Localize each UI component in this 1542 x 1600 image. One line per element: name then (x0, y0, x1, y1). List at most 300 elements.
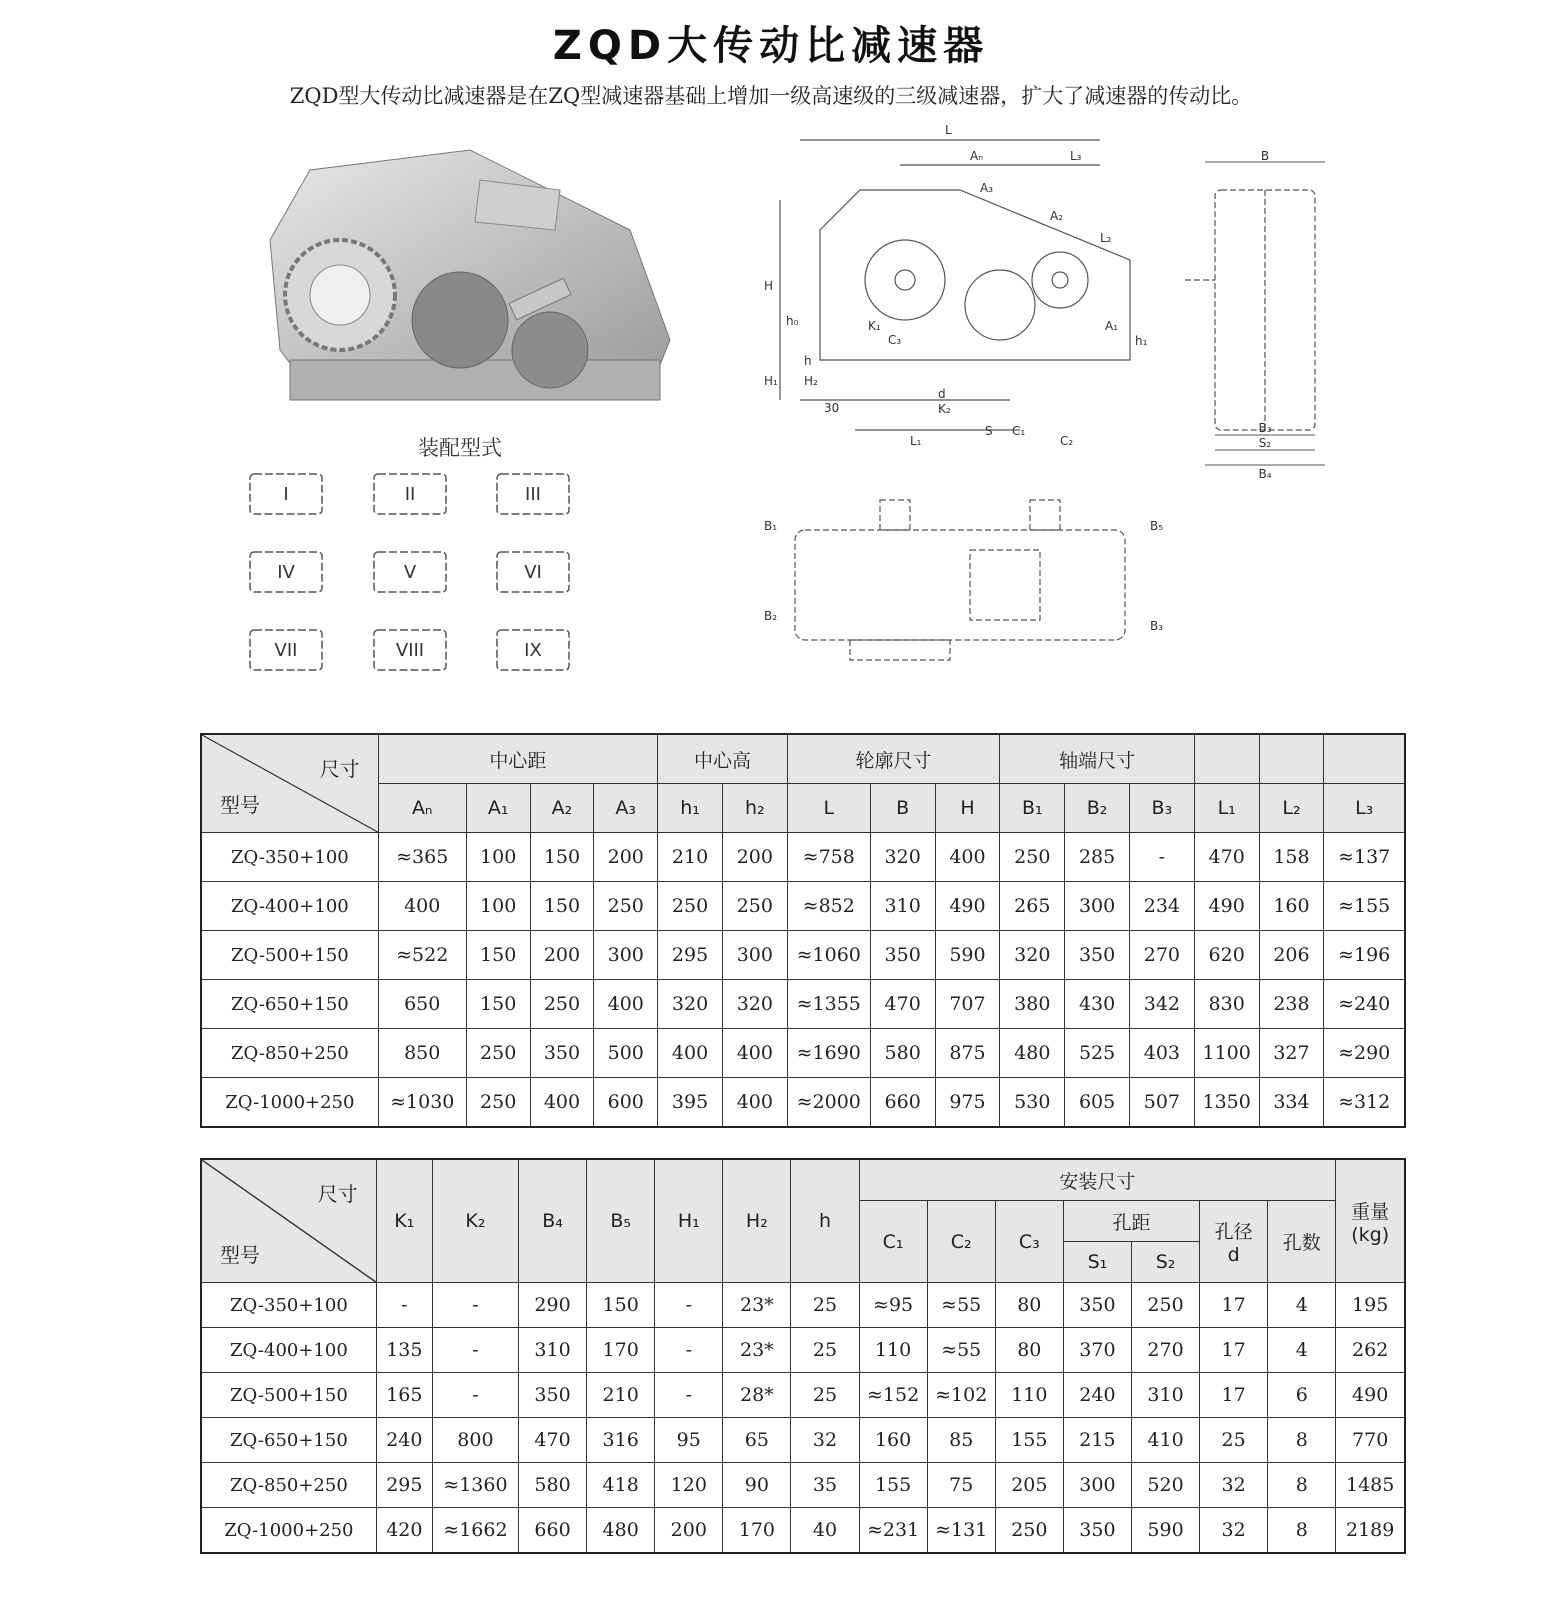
value-cell: 32 (1200, 1508, 1268, 1554)
value-cell: 250 (722, 882, 787, 931)
table-row (201, 1373, 1405, 1418)
label-L1: L₁ (910, 434, 922, 448)
value-cell: ≈55 (927, 1328, 995, 1373)
value-cell: 110 (995, 1373, 1063, 1418)
label-L2: L₂ (1100, 231, 1112, 245)
value-cell: 480 (1000, 1029, 1065, 1078)
group-blank-1 (1194, 734, 1259, 784)
value-cell: 100 (466, 882, 530, 931)
label-H: H (764, 279, 774, 293)
value-cell: 90 (723, 1463, 791, 1508)
assembly-type-4: IV (277, 562, 295, 583)
value-cell: 380 (1000, 980, 1065, 1029)
value-cell: 370 (1063, 1328, 1131, 1373)
label-S: S (985, 424, 993, 438)
value-cell: 206 (1259, 931, 1324, 980)
label-H1: H₁ (764, 374, 778, 388)
col-B4: B₄ (519, 1159, 587, 1283)
value-cell: 150 (466, 931, 530, 980)
value-cell: 238 (1259, 980, 1324, 1029)
value-cell: ≈231 (859, 1508, 927, 1554)
value-cell: 350 (530, 1029, 594, 1078)
value-cell: 600 (594, 1078, 658, 1128)
value-cell: 23* (723, 1328, 791, 1373)
value-cell: 250 (466, 1078, 530, 1128)
group-center-height: 中心高 (658, 734, 788, 784)
value-cell: 234 (1129, 882, 1194, 931)
table1-col-header: A₂ (530, 784, 594, 833)
col-hole-count: 孔数 (1268, 1201, 1336, 1283)
value-cell: 334 (1259, 1078, 1324, 1128)
table1-col-header: L (787, 784, 870, 833)
value-cell: - (432, 1328, 518, 1373)
value-cell: 25 (791, 1373, 859, 1418)
value-cell: 17 (1200, 1373, 1268, 1418)
table2-corner-model: 型号 (220, 1243, 260, 1267)
value-cell: 200 (594, 833, 658, 882)
table1-col-header: B₃ (1129, 784, 1194, 833)
value-cell: ≈758 (787, 833, 870, 882)
value-cell: 300 (722, 931, 787, 980)
model-cell: ZQ-1000+250 (201, 1078, 378, 1128)
value-cell: 875 (935, 1029, 1000, 1078)
value-cell: 150 (530, 882, 594, 931)
value-cell: 525 (1065, 1029, 1130, 1078)
label-B: B (1260, 150, 1270, 163)
value-cell: 580 (519, 1463, 587, 1508)
label-B3-top: B₃ (1150, 619, 1164, 633)
table-row (201, 882, 1405, 931)
label-An: Aₙ (970, 149, 983, 163)
col-hole-diameter-label: 孔径 (1214, 1221, 1253, 1243)
model-cell: ZQ-850+250 (201, 1463, 376, 1508)
label-d: d (938, 387, 946, 401)
table1-col-header: B₁ (1000, 784, 1065, 833)
value-cell: ≈852 (787, 882, 870, 931)
value-cell: 403 (1129, 1029, 1194, 1078)
value-cell: 200 (530, 931, 594, 980)
value-cell: 770 (1336, 1418, 1405, 1463)
page-title: ZQD大传动比减速器 (552, 23, 990, 69)
value-cell: 310 (1131, 1373, 1199, 1418)
value-cell: 40 (791, 1508, 859, 1554)
label-C1: C₁ (1012, 424, 1026, 438)
value-cell: 270 (1129, 931, 1194, 980)
value-cell: 707 (935, 980, 1000, 1029)
value-cell: 590 (935, 931, 1000, 980)
value-cell: 1485 (1336, 1463, 1405, 1508)
table1-col-header: L₃ (1324, 784, 1405, 833)
label-B4: B₄ (1258, 467, 1272, 480)
value-cell: 32 (1200, 1463, 1268, 1508)
col-S2: S₂ (1131, 1242, 1199, 1283)
table2-corner (201, 1159, 376, 1283)
col-H2: H₂ (723, 1159, 791, 1283)
table-row (201, 931, 1405, 980)
model-cell: ZQ-650+150 (201, 980, 378, 1029)
value-cell: 530 (1000, 1078, 1065, 1128)
value-cell: 270 (1131, 1328, 1199, 1373)
group-center-distance: 中心距 (378, 734, 657, 784)
value-cell: ≈365 (378, 833, 466, 882)
group-outline-size: 轮廓尺寸 (787, 734, 1000, 784)
value-cell: 490 (1336, 1373, 1405, 1418)
value-cell: 150 (530, 833, 594, 882)
value-cell: 400 (378, 882, 466, 931)
value-cell: ≈155 (1324, 882, 1405, 931)
value-cell: 975 (935, 1078, 1000, 1128)
value-cell: 660 (870, 1078, 935, 1128)
value-cell: ≈131 (927, 1508, 995, 1554)
assembly-caption: 装配型式 (418, 436, 502, 460)
value-cell: 250 (995, 1508, 1063, 1554)
value-cell: - (376, 1283, 432, 1328)
value-cell: 300 (594, 931, 658, 980)
value-cell: 350 (1063, 1508, 1131, 1554)
value-cell: 470 (870, 980, 935, 1029)
value-cell: ≈290 (1324, 1029, 1405, 1078)
value-cell: 8 (1268, 1418, 1336, 1463)
value-cell: 200 (722, 833, 787, 882)
value-cell: 507 (1129, 1078, 1194, 1128)
value-cell: 580 (870, 1029, 935, 1078)
value-cell: 170 (723, 1508, 791, 1554)
value-cell: - (655, 1328, 723, 1373)
assembly-type-5: V (403, 562, 417, 583)
value-cell: 418 (587, 1463, 655, 1508)
value-cell: 155 (859, 1463, 927, 1508)
assembly-type-7: VII (274, 640, 298, 661)
value-cell: 295 (658, 931, 723, 980)
value-cell: 135 (376, 1328, 432, 1373)
value-cell: ≈240 (1324, 980, 1405, 1029)
value-cell: 2189 (1336, 1508, 1405, 1554)
value-cell: 100 (466, 833, 530, 882)
table1-col-header: B (870, 784, 935, 833)
dimensions-table-1 (200, 733, 1406, 1128)
table1-col-header: B₂ (1065, 784, 1130, 833)
table-row (201, 1508, 1405, 1554)
value-cell: 65 (723, 1418, 791, 1463)
value-cell: 6 (1268, 1373, 1336, 1418)
value-cell: 300 (1065, 882, 1130, 931)
value-cell: 240 (376, 1418, 432, 1463)
value-cell: 150 (587, 1283, 655, 1328)
table1-col-header: L₂ (1259, 784, 1324, 833)
value-cell: 195 (1336, 1283, 1405, 1328)
value-cell: 605 (1065, 1078, 1130, 1128)
front-view-drawing (760, 120, 1180, 470)
col-K1: K₁ (376, 1159, 432, 1283)
value-cell: 500 (594, 1029, 658, 1078)
value-cell: 400 (935, 833, 1000, 882)
value-cell: 830 (1194, 980, 1259, 1029)
value-cell: 400 (658, 1029, 723, 1078)
value-cell: 170 (587, 1328, 655, 1373)
value-cell: ≈196 (1324, 931, 1405, 980)
page-subtitle: ZQD型大传动比减速器是在ZQ型减速器基础上增加一级高速级的三级减速器，扩大了减速器的传动比。 (289, 84, 1253, 108)
table-row (201, 1283, 1405, 1328)
label-A3: A₃ (980, 181, 994, 195)
value-cell: 310 (519, 1328, 587, 1373)
value-cell: 160 (859, 1418, 927, 1463)
value-cell: 25 (791, 1283, 859, 1328)
value-cell: 165 (376, 1373, 432, 1418)
value-cell: 850 (378, 1029, 466, 1078)
value-cell: 1100 (1194, 1029, 1259, 1078)
label-B5-top: B₅ (1150, 519, 1164, 533)
value-cell: 85 (927, 1418, 995, 1463)
value-cell: ≈95 (859, 1283, 927, 1328)
value-cell: 120 (655, 1463, 723, 1508)
reducer-photo (250, 130, 690, 430)
value-cell: 95 (655, 1418, 723, 1463)
value-cell: 395 (658, 1078, 723, 1128)
table-row (201, 1418, 1405, 1463)
table1-corner-dim: 尺寸 (319, 757, 360, 781)
value-cell: 350 (1065, 931, 1130, 980)
table1-corner (201, 734, 378, 833)
value-cell: 470 (1194, 833, 1259, 882)
value-cell: 4 (1268, 1328, 1336, 1373)
table-row (201, 1078, 1405, 1128)
group-install-size: 安装尺寸 (859, 1159, 1336, 1201)
table1-col-header: Aₙ (378, 784, 466, 833)
value-cell: 155 (995, 1418, 1063, 1463)
value-cell: ≈137 (1324, 833, 1405, 882)
assembly-type-9: IX (524, 640, 542, 661)
value-cell: 400 (594, 980, 658, 1029)
label-B1-top: B₁ (764, 519, 778, 533)
value-cell: 320 (658, 980, 723, 1029)
value-cell: ≈1030 (378, 1078, 466, 1128)
label-h0: h₀ (786, 314, 799, 328)
label-h1: h₁ (1135, 334, 1148, 348)
value-cell: 316 (587, 1418, 655, 1463)
label-C3: C₃ (888, 333, 902, 347)
model-cell: ZQ-1000+250 (201, 1508, 376, 1554)
table1-col-header: L₁ (1194, 784, 1259, 833)
value-cell: 32 (791, 1418, 859, 1463)
value-cell: 1350 (1194, 1078, 1259, 1128)
value-cell: ≈522 (378, 931, 466, 980)
col-H1: H₁ (655, 1159, 723, 1283)
value-cell: 262 (1336, 1328, 1405, 1373)
value-cell: 8 (1268, 1463, 1336, 1508)
col-weight-unit: (kg) (1351, 1223, 1390, 1246)
value-cell: ≈1060 (787, 931, 870, 980)
table-row (201, 833, 1405, 882)
value-cell: ≈1355 (787, 980, 870, 1029)
assembly-type-8: VIII (395, 640, 425, 661)
value-cell: 400 (722, 1029, 787, 1078)
value-cell: 400 (530, 1078, 594, 1128)
value-cell: 210 (587, 1373, 655, 1418)
col-C2: C₂ (927, 1201, 995, 1283)
label-A2: A₂ (1050, 209, 1064, 223)
value-cell: - (655, 1373, 723, 1418)
label-h: h (804, 354, 812, 368)
assembly-types-grid (242, 468, 592, 698)
value-cell: 17 (1200, 1328, 1268, 1373)
value-cell: ≈1662 (432, 1508, 518, 1554)
model-cell: ZQ-650+150 (201, 1418, 376, 1463)
value-cell: - (432, 1373, 518, 1418)
value-cell: 25 (791, 1328, 859, 1373)
group-hole-spacing: 孔距 (1063, 1201, 1199, 1242)
value-cell: 80 (995, 1283, 1063, 1328)
value-cell: 25 (1200, 1418, 1268, 1463)
value-cell: 240 (1063, 1373, 1131, 1418)
label-H2: H₂ (804, 374, 818, 388)
table-row (201, 1463, 1405, 1508)
value-cell: ≈102 (927, 1373, 995, 1418)
value-cell: 410 (1131, 1418, 1199, 1463)
value-cell: 35 (791, 1463, 859, 1508)
assembly-type-3: III (525, 484, 541, 505)
value-cell: 420 (376, 1508, 432, 1554)
value-cell: ≈152 (859, 1373, 927, 1418)
value-cell: - (1129, 833, 1194, 882)
value-cell: 250 (466, 1029, 530, 1078)
label-K1: K₁ (868, 319, 881, 333)
value-cell: 320 (1000, 931, 1065, 980)
value-cell: 28* (723, 1373, 791, 1418)
value-cell: 320 (722, 980, 787, 1029)
assembly-type-2: II (404, 484, 416, 505)
value-cell: 250 (1131, 1283, 1199, 1328)
value-cell: 17 (1200, 1283, 1268, 1328)
value-cell: ≈1690 (787, 1029, 870, 1078)
value-cell: 215 (1063, 1418, 1131, 1463)
group-blank-3 (1324, 734, 1405, 784)
model-cell: ZQ-500+150 (201, 931, 378, 980)
model-cell: ZQ-500+150 (201, 1373, 376, 1418)
col-B5: B₅ (587, 1159, 655, 1283)
value-cell: 158 (1259, 833, 1324, 882)
col-h: h (791, 1159, 859, 1283)
value-cell: 205 (995, 1463, 1063, 1508)
value-cell: 265 (1000, 882, 1065, 931)
value-cell: 490 (935, 882, 1000, 931)
top-view-drawing (760, 490, 1170, 690)
value-cell: 800 (432, 1418, 518, 1463)
value-cell: 250 (530, 980, 594, 1029)
value-cell: 23* (723, 1283, 791, 1328)
label-S2: S₂ (1258, 436, 1272, 450)
value-cell: 150 (466, 980, 530, 1029)
value-cell: 470 (519, 1418, 587, 1463)
value-cell: 75 (927, 1463, 995, 1508)
label-L3: L₃ (1070, 149, 1082, 163)
col-hole-diameter-symbol: d (1227, 1244, 1240, 1266)
model-cell: ZQ-400+100 (201, 882, 378, 931)
label-A1: A₁ (1105, 319, 1119, 333)
value-cell: 650 (378, 980, 466, 1029)
value-cell: 430 (1065, 980, 1130, 1029)
table1-corner-model: 型号 (220, 793, 260, 817)
value-cell: 285 (1065, 833, 1130, 882)
value-cell: 342 (1129, 980, 1194, 1029)
value-cell: 8 (1268, 1508, 1336, 1554)
value-cell: 320 (870, 833, 935, 882)
value-cell: 250 (594, 882, 658, 931)
table2-corner-dim: 尺寸 (317, 1182, 358, 1206)
value-cell: 480 (587, 1508, 655, 1554)
value-cell: ≈55 (927, 1283, 995, 1328)
value-cell: 250 (1000, 833, 1065, 882)
table1-col-header: h₂ (722, 784, 787, 833)
value-cell: 295 (376, 1463, 432, 1508)
value-cell: 350 (870, 931, 935, 980)
value-cell: 250 (658, 882, 723, 931)
value-cell: 110 (859, 1328, 927, 1373)
table1-col-header: h₁ (658, 784, 723, 833)
label-B2-top: B₂ (764, 609, 778, 623)
group-shaft-end-size: 轴端尺寸 (1000, 734, 1194, 784)
table-row (201, 980, 1405, 1029)
value-cell: 160 (1259, 882, 1324, 931)
col-C3: C₃ (995, 1201, 1063, 1283)
value-cell: ≈2000 (787, 1078, 870, 1128)
value-cell: 350 (519, 1373, 587, 1418)
value-cell: 80 (995, 1328, 1063, 1373)
value-cell: 660 (519, 1508, 587, 1554)
value-cell: 400 (722, 1078, 787, 1128)
value-cell: 210 (658, 833, 723, 882)
value-cell: 300 (1063, 1463, 1131, 1508)
value-cell: 290 (519, 1283, 587, 1328)
value-cell: 620 (1194, 931, 1259, 980)
group-blank-2 (1259, 734, 1324, 784)
value-cell: 200 (655, 1508, 723, 1554)
value-cell: 310 (870, 882, 935, 931)
side-view-drawing (1185, 150, 1355, 480)
value-cell: ≈312 (1324, 1078, 1405, 1128)
value-cell: - (655, 1283, 723, 1328)
assembly-type-1: I (283, 484, 289, 505)
value-cell: 490 (1194, 882, 1259, 931)
table1-col-header: H (935, 784, 1000, 833)
col-weight (1336, 1159, 1405, 1283)
value-cell: 590 (1131, 1508, 1199, 1554)
label-C2: C₂ (1060, 434, 1074, 448)
model-cell: ZQ-350+100 (201, 1283, 376, 1328)
col-C1: C₁ (859, 1201, 927, 1283)
value-cell: 350 (1063, 1283, 1131, 1328)
value-cell: ≈1360 (432, 1463, 518, 1508)
table-row (201, 1029, 1405, 1078)
col-hole-diameter (1200, 1201, 1268, 1283)
table1-col-header: A₁ (466, 784, 530, 833)
col-S1: S₁ (1063, 1242, 1131, 1283)
value-cell: 327 (1259, 1029, 1324, 1078)
col-weight-label: 重量 (1351, 1200, 1390, 1223)
model-cell: ZQ-400+100 (201, 1328, 376, 1373)
label-K2: K₂ (938, 402, 951, 416)
col-K2: K₂ (432, 1159, 518, 1283)
model-cell: ZQ-850+250 (201, 1029, 378, 1078)
label-B3: B₃ (1258, 421, 1272, 435)
value-cell: 520 (1131, 1463, 1199, 1508)
table-row (201, 1328, 1405, 1373)
assembly-type-6: VI (524, 562, 542, 583)
value-cell: - (432, 1283, 518, 1328)
dimensions-table-2 (200, 1158, 1406, 1554)
label-30: 30 (824, 401, 840, 415)
model-cell: ZQ-350+100 (201, 833, 378, 882)
table1-col-header: A₃ (594, 784, 658, 833)
